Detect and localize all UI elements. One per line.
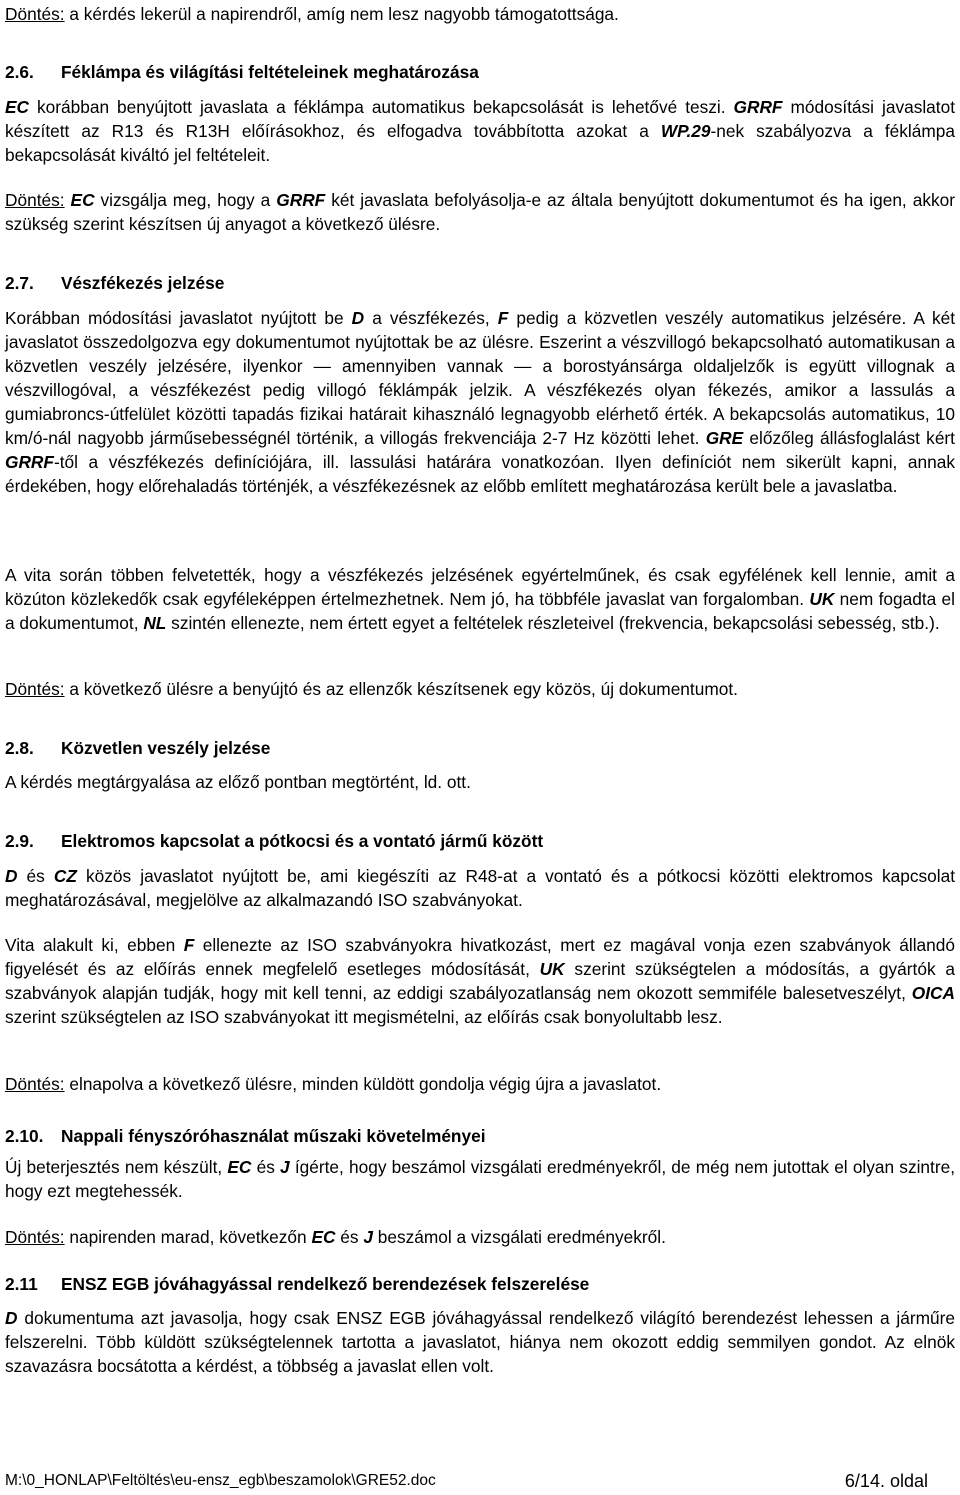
section-title: Féklámpa és világítási feltételeinek meghatározása (61, 62, 479, 82)
org-abbrev: J (363, 1227, 373, 1247)
body-text: és (251, 1157, 281, 1177)
body-text: szintén ellenezte, nem értett egyet a feltételek részleteivel (frekvencia, bekapcsolási sebesség, stb.). (166, 613, 940, 633)
section-title: Nappali fényszóróhasználat műszaki követelményei (61, 1126, 486, 1146)
body-text: elnapolva a következő ülésre, minden küldött gondolja végig újra a javaslatot. (64, 1074, 662, 1094)
body-paragraph (5, 306, 955, 498)
decision-label: Döntés: (5, 4, 65, 24)
body-text: dokumentuma azt javasolja, hogy csak ENSZ EGB jóváhagyással rendelkező világító berendezést lehessen a járműre felszerelni. Több küldött szükségtelennek tartotta a javaslatot, hiánya nem okozott eddig semmilyen gondot. Az elnök szavazásra bocsátotta a kérdést, a többség a javaslat ellen volt. (5, 1308, 955, 1376)
file-path: M:\0_HONLAP\Feltöltés\eu-ensz_egb\beszamolok\GRE52.doc (5, 1472, 436, 1489)
org-abbrev: UK (809, 589, 835, 609)
body-text: napirenden marad, következőn (64, 1227, 312, 1247)
body-text: Vita alakult ki, ebben (5, 935, 184, 955)
section-number: 2.9. (5, 831, 34, 851)
org-abbrev: F (497, 308, 509, 328)
org-abbrev: UK (539, 959, 565, 979)
section-heading-2-9 (5, 829, 955, 853)
body-text: Új beterjesztés nem készült, (5, 1157, 228, 1177)
body-paragraph (5, 563, 955, 635)
body-text: vizsgálja meg, hogy a (94, 190, 277, 210)
org-abbrev: GRRF (733, 97, 783, 117)
page-number: 6/14. oldal (844, 1471, 928, 1491)
body-text: közös javaslatot nyújtott be, ami kiegészíti az R48-at a vontató és a pótkocsi közötti elektromos kapcsolat meghatározásával, megjelölve az alkalmazandó ISO szabványokat. (5, 866, 955, 910)
body-text: és (17, 866, 54, 886)
decision-paragraph (5, 677, 955, 701)
body-text: két javaslata befolyásolja-e az általa benyújtott dokumentumot és ha igen, akkor szükség szerint készítsen új anyagot a következő ülésre. (5, 190, 955, 234)
decision-paragraph (5, 188, 955, 236)
body-text: beszámol a vizsgálati eredményekről. (372, 1227, 666, 1247)
decision-label: Döntés: (5, 1227, 65, 1247)
section-number: 2.7. (5, 273, 34, 293)
body-paragraph (5, 1155, 955, 1203)
org-abbrev: D (5, 866, 18, 886)
org-abbrev: EC (70, 190, 95, 210)
org-abbrev: EC (311, 1227, 336, 1247)
body-text: és (335, 1227, 364, 1247)
body-paragraph (5, 95, 955, 167)
org-abbrev: GRRF (5, 452, 54, 472)
org-abbrev: D (5, 1308, 18, 1328)
body-text: korábban benyújtott javaslata a féklámpa automatikus bekapcsolását is lehetővé teszi. (29, 97, 734, 117)
body-text: szerint szükségtelen a módosítás, a gyártók a szabványok alapján tudják, hogy mit kell tenni, az eddigi szabályozatlanság nem okozott semmiféle balesetveszélyt, (5, 959, 956, 1003)
decision-label: Döntés: (5, 679, 65, 699)
decision-paragraph (5, 1072, 955, 1096)
section-number: 2.8. (5, 738, 34, 758)
org-abbrev: CZ (53, 866, 77, 886)
section-number: 2.6. (5, 62, 34, 82)
decision-label: Döntés: (5, 1074, 65, 1094)
decision-label: Döntés: (5, 190, 65, 210)
body-paragraph (5, 933, 955, 1029)
body-text: A vita során többen felvetették, hogy a vészfékezés jelzésének egyértelműnek, és csak egyfélének kell lennie, amit a közúton közlekedők csak egyféleképpen értelmezhetnek. Nem jó, ha többféle javaslat van forgalomban. (5, 565, 955, 609)
body-text: szerint szükségtelen az ISO szabványokat itt megismételni, az előírás csak bonyolultabb lesz. (5, 1007, 723, 1027)
body-text: a vészfékezés, (364, 308, 498, 328)
body-text: előzőleg állásfoglalást kért (743, 428, 955, 448)
body-text: nem fogadta el a dokumentumot, (5, 589, 955, 633)
body-text: ellenezte az ISO szabványokra hivatkozást, mert ez magával vonja ezen szabványok állandó figyelését és az előírás ennek megfelelő esetleges módosítását, (5, 935, 955, 979)
section-title: ENSZ EGB jóváhagyással rendelkező berendezések felszerelése (61, 1274, 590, 1294)
body-text: -nek szabályozva a féklámpa bekapcsolását kiváltó jel feltételeit. (5, 121, 956, 165)
section-heading-2-10 (5, 1124, 955, 1148)
org-abbrev: GRE (705, 428, 744, 448)
org-abbrev: GRRF (276, 190, 326, 210)
org-abbrev: EC (5, 97, 30, 117)
body-text: -től a vészfékezés definíciójára, ill. lassulási határára vonatkozóan. Ilyen definíciót nem sikerült kapni, annak érdekében, hogy előrehaladás történjék, a vészfékezésnek az előbb említett meghatározása került bele a javaslatba. (5, 452, 955, 496)
org-abbrev: WP.29 (660, 121, 711, 141)
section-title: Vészfékezés jelzése (61, 273, 225, 293)
org-abbrev: F (183, 935, 195, 955)
section-heading-2-11 (5, 1272, 955, 1296)
section-number: 2.10. (5, 1126, 44, 1146)
body-text: módosítási javaslatot készített az R13 és R13H előírásokhoz, és elfogadva továbbította azokat a (5, 97, 956, 141)
section-title: Elektromos kapcsolat a pótkocsi és a vontató jármű között (61, 831, 544, 851)
section-heading-2-8 (5, 736, 955, 760)
section-heading-2-6 (5, 60, 955, 84)
body-text: ígérte, hogy beszámol vizsgálati eredményekről, de még nem jutottak el olyan szintre, hogy ezt megtehessék. (5, 1157, 956, 1201)
body-text: a következő ülésre a benyújtó és az ellenzők készítsenek egy közös, új dokumentumot. (64, 679, 738, 699)
body-paragraph (5, 864, 955, 912)
body-paragraph (5, 1306, 955, 1378)
body-paragraph: A kérdés megtárgyalása az előző pontban megtörtént, ld. ott. (5, 772, 471, 792)
section-title: Közvetlen veszély jelzése (61, 738, 271, 758)
decision-paragraph (5, 1225, 955, 1249)
org-abbrev: EC (227, 1157, 252, 1177)
section-number: 2.11 (5, 1274, 38, 1294)
decision-paragraph (5, 2, 955, 26)
decision-text: a kérdés lekerül a napirendről, amíg nem lesz nagyobb támogatottsága. (64, 4, 619, 24)
org-abbrev: D (351, 308, 365, 328)
section-heading-2-7 (5, 271, 955, 295)
body-text: pedig a közvetlen veszély automatikus jelzésére. A két javaslatot összedolgozva egy dokumentumot nyújtottak be az ülésre. Eszerint a vészvillogó bekapcsolható automatikusan a közvetlen veszély jelzésére, ilyenkor — amennyiben vannak — a borostyánsárga oldaljelzők is együtt villognak a vészvillogóval, a vészfékezést pedig villogó féklámpák jelzik. A vészfékezés olyan fékezés, amikor a lassulás a gumiabroncs-útfelület közötti tapadás fizikai határait kihasználó legnagyobb elérhető érték. A bekapcsolás automatikus, 10 km/ó-nál nagyobb járműsebességnél történik, a villogás frekvenciája 2-7 Hz közötti lehet. (5, 308, 955, 448)
org-abbrev: NL (143, 613, 167, 633)
body-text: Korábban módosítási javaslatot nyújtott be (5, 308, 352, 328)
org-abbrev: J (280, 1157, 290, 1177)
org-abbrev: OICA (911, 983, 955, 1003)
